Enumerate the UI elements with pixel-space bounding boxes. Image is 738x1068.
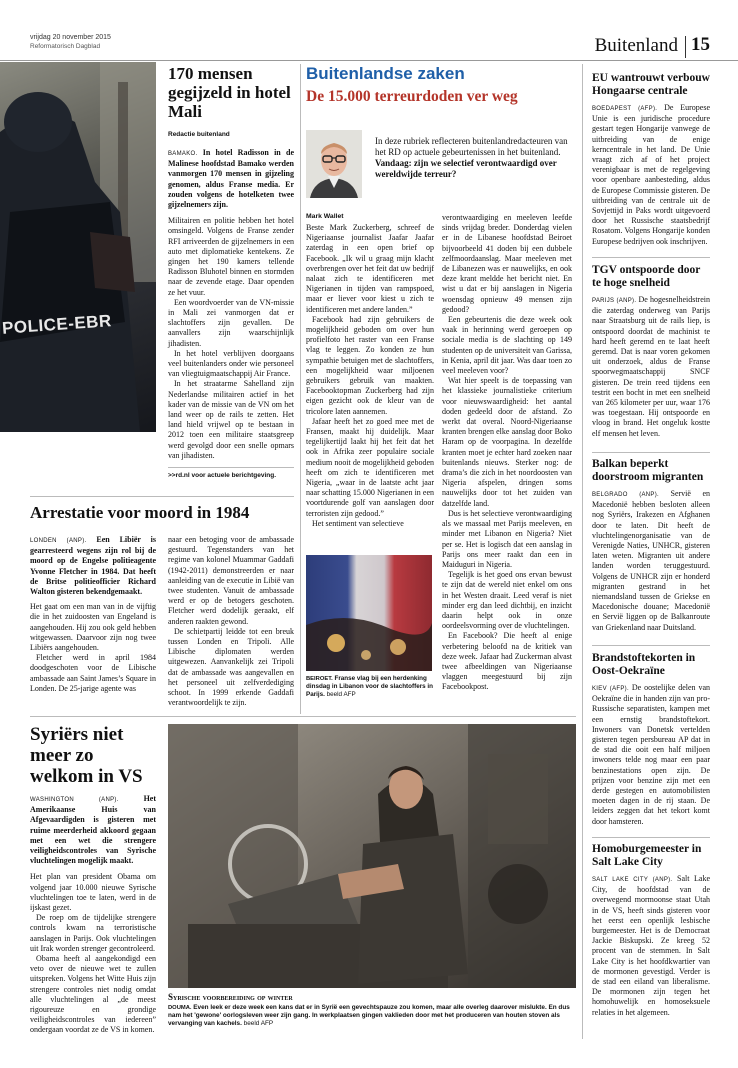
brief-title: Homoburgemeester in Salt Lake City xyxy=(592,843,702,868)
brief-text: De hogesnelheidstrein die zaterdag onderweg van Parijs naar Straatsburg uit de rails liep, is ontspoord doordat de machinist te hard heeft geremd en te laat heeft geremd. Dat is naar voren gekomen uit onderzoek, aldus de Franse spoorwegmaatschappij SNCF gisteren. De trein reed tijdens een testrit een bocht in met een snelheid van 265 kilometer per uur, waar 176 was toegestaan. Hij ontspoorde en vloog in brand. Het ongeluk kostte elf mensen het leven. xyxy=(592,295,710,438)
brief-dateline: BOEDAPEST (AFP). xyxy=(592,106,658,112)
column-para: Een gebeurtenis die deze week ook vaak in herinning werd geroepen op sociale media is de slachting op 149 studenten op de universiteit van Garissa, in Kenia, april dit jaar. Was daar toen zo veel meeleven voor? xyxy=(442,315,572,376)
section-title: Buitenland xyxy=(594,35,678,56)
brief-dateline: KIEV (AFP). xyxy=(592,686,629,692)
flag-caption-credit: beeld AFP xyxy=(326,691,356,698)
column-para: Tegelijk is het goed ons ervan bewust te zijn dat de wereld niet enkel om ons in het Westen draait. Leed veraf is niet minder erg dan leed dichtbij, en inzicht daarin helpt ook in onze oordeelsvorming over de vluchtelingen. xyxy=(442,570,572,631)
flag-photo xyxy=(306,555,432,671)
brief-4 xyxy=(592,652,710,827)
arrest-title: Arrestatie voor moord in 1984 xyxy=(30,503,250,522)
column-divider xyxy=(300,64,301,714)
brief-title: TGV ontspoorde door te hoge snelheid xyxy=(592,264,701,289)
police-label: POLICE-EBR xyxy=(1,311,113,338)
column-para: En Facebook? Die heeft al enige verbetering beloofd na de kritiek van deze week. Jafaar had Zuckerman alvast twee afbeeldingen van Nigeriaanse vlaggen meegestuurd bij zijn Facebookpost. xyxy=(442,631,572,692)
brief-5 xyxy=(592,843,710,1018)
brief-3 xyxy=(592,458,710,633)
mali-footer-rule xyxy=(168,467,294,468)
brief-title: EU wantrouwt verbouw Hongaarse centrale xyxy=(592,72,710,97)
brief-text: Servië en Macedonië hebben besloten alleen nog Syriërs, Irakezen en Afghanen door te laten. Dit heeft de vluchtelingenorganisatie van de Verenigde Naties, UNHCR, gisteren laten weten. Migranten uit andere landen worden teruggestuurd. Volgens de UNHCR zijn er honderd migranten gestrand in het niemandsland tussen de Griekse en Macedonische douane; Macedonië en Servië liggen op de Balkanroute van Griekenland naar Duitsland. xyxy=(592,489,710,632)
brief-rule xyxy=(592,645,710,646)
lower-rule xyxy=(30,716,576,717)
brief-dateline: SALT LAKE CITY (ANP). xyxy=(592,877,673,883)
page-divider xyxy=(685,36,686,58)
masthead-paper: Reformatorisch Dagblad xyxy=(30,43,101,50)
workshop-caption-credit: beeld AFP xyxy=(243,1020,274,1027)
mali-body xyxy=(168,148,294,461)
arrest-dateline: LONDEN (ANP). xyxy=(30,538,87,544)
arrest-lead: Een Libiër is gearresteerd wegens zijn rol bij de moord op de Engelse politieagente Yvonne Fletcher in 1984. Dat heeft de Britse politieofficier Richard Walton gisteren bekendgemaakt. xyxy=(30,535,156,597)
syria-body xyxy=(30,794,156,1036)
column-para: Het sentiment van selectieve xyxy=(312,518,404,528)
brief-text: De oostelijke delen van Oekraïne die in handen zijn van pro-Russische separatisten, kampen met een ernstig brandstoftekort. Inwoners van Donetsk vertelden gisteren tegen persbureau AP dat in de stad die ooit een half miljoen inwoners telde nog maar een paar benzinestations open zijn. De prijzen voor benzine zijn met een derde gestegen en automobilisten moeten dagen in de rij staan. De leiders zeggen dat het tekort komt door hamsteren. xyxy=(592,683,711,826)
column-intro xyxy=(375,136,571,180)
column-intro-bold: Vandaag: zijn we selectief verontwaardigd over wereldwijde terreur? xyxy=(375,158,557,179)
arrest-rule xyxy=(30,496,294,497)
brief-title: Balkan beperkt doorstroom migranten xyxy=(592,458,704,483)
column-title: De 15.000 terreurdoden ver weg xyxy=(306,88,518,105)
mali-title: 170 mensen gegijzeld in hotel Mali xyxy=(168,64,291,121)
flag-caption-place: BEIROET. xyxy=(306,676,333,682)
brief-1 xyxy=(592,72,710,247)
masthead-rule xyxy=(0,60,738,61)
brief-rule xyxy=(592,452,710,453)
brief-rule xyxy=(592,257,710,258)
mali-byline: Redactie buitenland xyxy=(168,131,230,138)
workshop-caption-body xyxy=(168,1004,576,1028)
syria-para: De roep om de tijdelijke strengere controls kwam na terroristische aanslagen in Parijs. Ook vluchtelingen uit Irak worden strenger gecontroleerd. xyxy=(30,913,156,953)
flag-caption xyxy=(306,675,434,699)
mali-article xyxy=(168,64,294,461)
workshop-caption-title: Syrische voorbereiding op winter xyxy=(168,992,293,1002)
mali-para: In het straatarme Sahelland zijn Nederlandse militairen actief in het kader van de missie van de VN om het land weer op de rails te zetten. Het land hield vrijwel op te bestaan in 2012 toen een militaire staatsgreep werd gevolgd door een snelle opmars van jihadisten. xyxy=(168,379,294,460)
mali-para: In het hotel verblijven doorgaans veel buitenlanders onder wie personeel van vliegtuigmaatschappij Air France. xyxy=(168,348,294,379)
brief-dateline: BELGRADO (ANP). xyxy=(592,492,660,498)
arrest-para: naar een betoging voor de ambassade gestuurd. Tegenstanders van het regime van kolonel Muammar Gaddafi (1942-2011) demonstreerden er naar aanleiding van de executie in Libië van twee studenten. Vanuit de ambassade werd er op de betogers geschoten. Fletcher werd dodelijk geraakt, elf anderen raakten gewond. xyxy=(168,535,294,626)
column-para: Beste Mark Zuckerberg, schreef de Nigeriaanse journalist Jaafar Jaafar zaterdag in een open brief op Facebook. „Ik wil u graag mijn klacht overbrengen over het feit dat uw bedrijf nalaat zich te identificeren met Nigerianen in tijden van rampspoed, maar er liever voor kiest u zich te identificeren met andere landen.” xyxy=(306,223,434,314)
masthead xyxy=(30,34,710,60)
brief-text: De Europese Unie is een juridische procedure gestart tegen Hongarije vanwege de uitbreiding van de enige kerncentrale in het land. De Unie vraagt zich af of het project verenigbaar is met de regelgeving voor openbare aanbesteding, aldus de Europese Commissie gisteren. De uitbreiding van de centrale uit de Sovjettijd in Paks wordt uitgevoerd door het Russische staatsbedrijf Rosatom. Volgens Hongarije konden Europese bedrijven ook inschrijven. xyxy=(592,103,710,246)
syria-dateline: WASHINGTON (ANP). xyxy=(30,797,119,803)
column-para: Dus is het selectieve verontwaardiging als we massaal met Parijs meeleven, en minder met Libanon en Nigeria? Niet per se. Het is logisch dat een aanslag in Parijs ons meer raakt dan een in Maiduguri in Nigeria. xyxy=(442,508,572,569)
mali-dateline: BAMAKO. xyxy=(168,151,198,157)
brief-rule xyxy=(592,837,710,838)
column-para: Facebook had zijn gebruikers de mogelijkheid geboden om over hun profielfoto het raster van een Franse vlag te leggen. Zo konden ze hun sympathie betuigen met de slachtoffers, een mogelijkheid waar miljoenen gebruikers gebruik van maakten. Facebooktopman Zuckerberg had zijn eigen gezicht ook de kleur van de tricolore laten aannemen. xyxy=(306,314,434,416)
column-intro-text: In deze rubriek reflecteren buitenlandredacteuren van het RD op actuele gebeurtenissen in het buitenland. xyxy=(375,136,568,157)
police-photo xyxy=(0,62,156,432)
syria-lead: Het Amerikaanse Huis van Afgevaardigden is gisteren met ruime meerderheid akkoord gegaan met een wet die strengere veiligheidscontroles van Syrische vluchtelingen mogelijk maakt. xyxy=(30,794,156,866)
mali-para: Militairen en politie hebben het hotel omsingeld. Volgens de Franse zender RFI arriveerden de gijzelnemers in een auto met diplomatieke kentekens. Ze gingen het 190 kamers tellende Radisson Bluhotel binnen en stormden naar de zevende etage. Daar openden ze het vuur. xyxy=(168,216,294,297)
arrest-para: De schietpartij leidde tot een breuk tussen Londen en Tripoli. Alle Libische diplomaten werden uitgewezen. Aanvankelijk zei Tripoli dat de ambassade was aangevallen en het personeel uit zelfverdediging schoot. In 1999 erkende Gaddafi verantwoordelijk te zijn. xyxy=(168,626,294,708)
workshop-caption-text: Even leek er deze week een kans dat er in Syrië een gevechtspauze zou komen, maar alle overleg daarover mislukte. En dus nam het 'gewone' oorlogsleven weer zijn gang. In werkplaatsen gingen vaklieden door met het produceren van houten stoven als vervanging van kachels. xyxy=(168,1004,570,1027)
arrest-body-left xyxy=(30,535,156,694)
syria-para: Obama heeft al aangekondigd een veto over de nieuwe wet te zullen uitspreken. Volgens het Witte Huis zijn strengere controles niet nodig omdat alle vluchtelingen al „de meest rigoureuze en grondige veiligheidscontroles van iedereen” ondergaan voordat ze de VS in komen. xyxy=(30,954,156,1035)
brief-dateline: PARIJS (ANP). xyxy=(592,298,637,304)
brief-title: Brandstoftekorten in Oost-Oekraïne xyxy=(592,652,696,677)
brief-2 xyxy=(592,264,710,439)
column-header xyxy=(306,64,576,106)
arrest-para: Het gaat om een man van in de vijftig die in het zuidoosten van Engeland is aangehouden. Hij zou ook geld hebben witgewassen. Daarvoor zijn nog twee Libiërs aangehouden. xyxy=(30,602,156,653)
brief-text: Salt Lake City, de hoofdstad van de overwegend mormoonse staat Utah in de VS, heeft sinds gisteren voor het eerst een openlijk lesbische burgemeester. Het is de Democraat Jackie Biskupski. Ze kreeg 52 procent van de stemmen. In Salt Lake City is het hoofdkwartier van de mormonen gevestigd. Verder is de stad een eiland van liberalisme. De mormonen zijn tegen het homohuwelijk en homoseksuele relaties in het algemeen. xyxy=(592,874,711,1017)
workshop-photo xyxy=(168,724,576,988)
briefs-divider xyxy=(582,64,583,1039)
arrest-body-right xyxy=(168,535,294,708)
column-para: verontwaardiging en meeleven leefde sinds vrijdag breder. Donderdag vielen er in de Libanese hoofdstad Beiroet bijvoorbeeld 41 doden bij een dubbele zelfmoordaanslag. Maar meeleven met de Libanezen was er nauwelijks, en ook deze krant meldde het bericht niet. En wist u dat er bij aanslagen in Nigeria woensdag opnieuw 49 mensen zijn gedood? xyxy=(442,213,572,314)
workshop-caption-place: DOUMA. xyxy=(168,1005,192,1011)
flag-caption-text: Franse vlag bij een herdenking dinsdag in Libanon voor de slachtoffers in Parijs. xyxy=(306,675,433,698)
arrest-para: Fletcher werd in april 1984 doodgeschoten voor de Libische ambassade aan Saint James’s Square in Londen. De 25-jarige agente was xyxy=(30,653,156,693)
workshop-caption xyxy=(168,992,576,1028)
syria-title: Syriërs niet meer zo welkom in VS xyxy=(30,724,143,787)
page-number: 15 xyxy=(691,34,710,55)
mali-lead: In hotel Radisson in de Malinese hoofdstad Bamako werden vanmorgen 170 mensen in gijzeling genomen, aldus Franse media. Er zouden volgens de hotelketen twee gijzelnemers zijn. xyxy=(168,148,295,210)
mali-para: Een woordvoerder van de VN-missie in Mali zei vanmorgen dat er slachtoffers zijn gevallen. De aanvallers zijn waarschijnlijk jihadisten. xyxy=(168,297,294,348)
column-author: Mark Wallet xyxy=(306,213,344,220)
syria-para: Het plan van president Obama om volgend jaar 10.000 nieuwe Syrische vluchtelingen toe te laten, werd in de ijskast gezet. xyxy=(30,872,156,913)
column-body-left xyxy=(306,223,434,529)
column-para: Wat hier speelt is de toepassing van het klassieke journalistieke criterium voor nieuwswaardigheid: het aantal doden gedeeld door de afstand. Zo werkt dat overal. Noord-Nigeriaanse kranten brengen elke aanslag door Boko Haram op de voorpagina. In dezelfde kranten moet je echter hard zoeken naar buitenlands nieuws. Sterker nog: de drama’s die zich in het noordoosten van Nigeria afspelen, dringen soms nauwelijks door tot het zuiden van datzelfde land. xyxy=(442,376,572,508)
mali-footer-link[interactable]: >>rd.nl voor actuele berichtgeving. xyxy=(168,472,277,479)
author-photo xyxy=(306,130,362,198)
column-body-right xyxy=(442,213,572,693)
column-para: Jafaar heeft het zo goed mee met de Fransen, maakt hij duidelijk. Maar tegelijkertijd laakt hij het feit dat het ook in Afrika zeer populaire sociale medium nooit de mogelijkheid geboden heeft om zich te identificeren met Nigeria, „waar in de laatste acht jaar naar schatting 15.000 Nigerianen in een voortdurende golf van aanslagen door terroristen zijn gedood.” xyxy=(306,416,434,518)
column-kicker: Buitenlandse zaken xyxy=(306,64,465,83)
masthead-date: vrijdag 20 november 2015 xyxy=(30,34,111,41)
